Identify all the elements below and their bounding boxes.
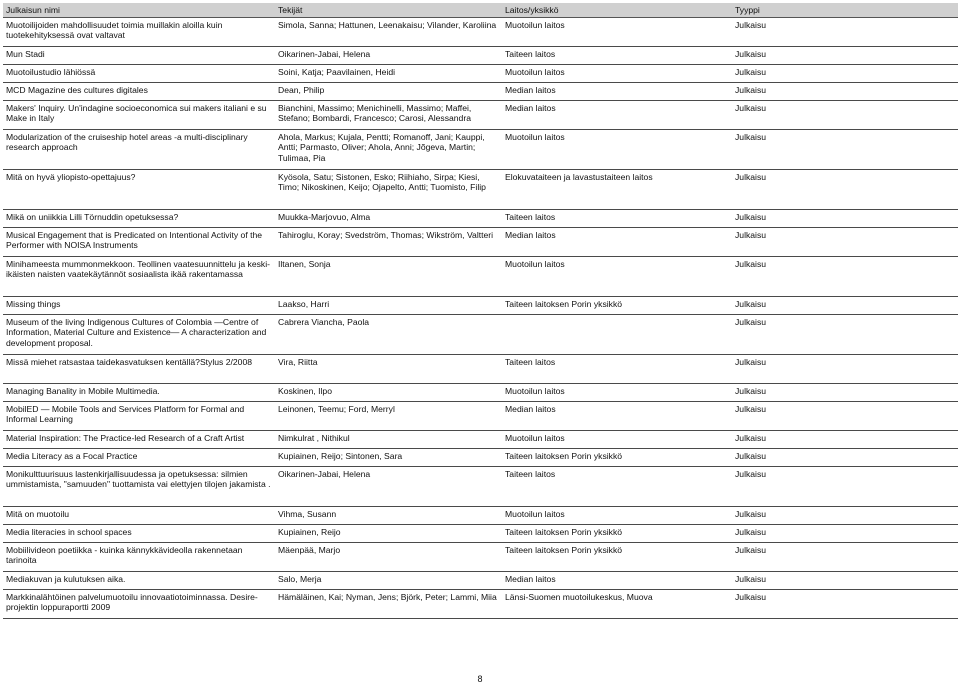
- cell-unit: Muotoilun laitos: [502, 18, 732, 47]
- cell-publication-name: Missing things: [3, 297, 275, 315]
- cell-authors: Kyösola, Satu; Sistonen, Esko; Riihiaho, Sirpa; Kiesi, Timo; Nikoskinen, Keijo; Ojapelto, Antti; Tuomisto, Filip: [275, 170, 502, 210]
- cell-publication-name: Musical Engagement that is Predicated on Intentional Activity of the Performer with NOISA Instruments: [3, 228, 275, 257]
- page-number: 8: [477, 674, 483, 684]
- cell-authors: Tahiroglu, Koray; Svedström, Thomas; Wikström, Valtteri: [275, 228, 502, 257]
- table-row: [3, 297, 958, 315]
- table-row: [3, 65, 958, 83]
- cell-publication-name: Mitä on muotoilu: [3, 507, 275, 525]
- cell-unit: Muotoilun laitos: [502, 130, 732, 170]
- cell-unit: Taiteen laitos: [502, 467, 732, 507]
- cell-authors: Hämäläinen, Kai; Nyman, Jens; Björk, Peter; Lammi, Miia: [275, 590, 502, 619]
- cell-type: Julkaisu: [732, 65, 958, 83]
- cell-unit: Taiteen laitoksen Porin yksikkö: [502, 543, 732, 572]
- cell-unit: Muotoilun laitos: [502, 384, 732, 402]
- cell-type: Julkaisu: [732, 449, 958, 467]
- cell-unit: Taiteen laitoksen Porin yksikkö: [502, 525, 732, 543]
- cell-authors: Vira, Riitta: [275, 355, 502, 384]
- cell-unit: Taiteen laitos: [502, 355, 732, 384]
- cell-publication-name: Markkinalähtöinen palvelumuotoilu innovaatiotoiminnassa. Desire-projektin loppuraportti 2009: [3, 590, 275, 619]
- header-type: Tyyppi: [732, 3, 958, 18]
- cell-unit: Taiteen laitoksen Porin yksikkö: [502, 297, 732, 315]
- cell-publication-name: MCD Magazine des cultures digitales: [3, 83, 275, 101]
- cell-authors: Vihma, Susann: [275, 507, 502, 525]
- publications-table: [3, 3, 958, 619]
- table-row: [3, 507, 958, 525]
- table-row: [3, 315, 958, 355]
- cell-unit: Taiteen laitos: [502, 210, 732, 228]
- cell-authors: Dean, Philip: [275, 83, 502, 101]
- cell-type: Julkaisu: [732, 402, 958, 431]
- cell-publication-name: Muotoilijoiden mahdollisuudet toimia muillakin aloilla kuin tuotekehityksessä ovat valtavat: [3, 18, 275, 47]
- cell-publication-name: Mikä on uniikkia Lilli Törnuddin opetuksessa?: [3, 210, 275, 228]
- table-row: [3, 101, 958, 130]
- cell-publication-name: Mobiilivideon poetiikka - kuinka kännykkävideolla rakennetaan tarinoita: [3, 543, 275, 572]
- cell-authors: Kupiainen, Reijo: [275, 525, 502, 543]
- cell-unit: Taiteen laitos: [502, 47, 732, 65]
- header-authors: Tekijät: [275, 3, 502, 18]
- table-row: [3, 170, 958, 210]
- table-row: [3, 130, 958, 170]
- cell-authors: Leinonen, Teemu; Ford, Merryl: [275, 402, 502, 431]
- cell-type: Julkaisu: [732, 228, 958, 257]
- cell-publication-name: MobilED — Mobile Tools and Services Platform for Formal and Informal Learning: [3, 402, 275, 431]
- cell-type: Julkaisu: [732, 315, 958, 355]
- header-name: Julkaisun nimi: [3, 3, 275, 18]
- cell-authors: Kupiainen, Reijo; Sintonen, Sara: [275, 449, 502, 467]
- table-row: [3, 543, 958, 572]
- cell-publication-name: Mun Stadi: [3, 47, 275, 65]
- cell-publication-name: Minihameesta mummonmekkoon. Teollinen vaatesuunnittelu ja keski-ikäisten naisten vaatekäytännöt sosiaalista ikää rakentamassa: [3, 257, 275, 297]
- table-row: [3, 228, 958, 257]
- table-row: [3, 572, 958, 590]
- cell-type: Julkaisu: [732, 590, 958, 619]
- table-row: [3, 449, 958, 467]
- cell-publication-name: Material Inspiration: The Practice-led Research of a Craft Artist: [3, 431, 275, 449]
- cell-authors: Ahola, Markus; Kujala, Pentti; Romanoff, Jani; Kauppi, Antti; Parmasto, Oliver; Ahola, Anni; Jõgeva, Martin; Tulimaa, Pia: [275, 130, 502, 170]
- cell-type: Julkaisu: [732, 18, 958, 47]
- table-row: [3, 257, 958, 297]
- table-row: [3, 210, 958, 228]
- cell-publication-name: Museum of the living Indigenous Cultures of Colombia —Centre of Information, Material Culture and Existence— A characterization and development proposal.: [3, 315, 275, 355]
- cell-unit: Median laitos: [502, 572, 732, 590]
- cell-unit: Muotoilun laitos: [502, 431, 732, 449]
- table-row: [3, 525, 958, 543]
- cell-type: Julkaisu: [732, 431, 958, 449]
- cell-authors: Koskinen, Ilpo: [275, 384, 502, 402]
- table-row: [3, 431, 958, 449]
- cell-unit: Median laitos: [502, 402, 732, 431]
- table-row: [3, 47, 958, 65]
- cell-authors: Mäenpää, Marjo: [275, 543, 502, 572]
- cell-authors: Iltanen, Sonja: [275, 257, 502, 297]
- cell-type: Julkaisu: [732, 355, 958, 384]
- cell-publication-name: Mitä on hyvä yliopisto-opettajuus?: [3, 170, 275, 210]
- cell-unit: Median laitos: [502, 101, 732, 130]
- cell-type: Julkaisu: [732, 572, 958, 590]
- cell-authors: Oikarinen-Jabai, Helena: [275, 467, 502, 507]
- cell-authors: Oikarinen-Jabai, Helena: [275, 47, 502, 65]
- cell-unit: Taiteen laitoksen Porin yksikkö: [502, 449, 732, 467]
- cell-type: Julkaisu: [732, 101, 958, 130]
- cell-unit: Elokuvataiteen ja lavastustaiteen laitos: [502, 170, 732, 210]
- cell-unit: Median laitos: [502, 83, 732, 101]
- cell-type: Julkaisu: [732, 543, 958, 572]
- cell-unit: Median laitos: [502, 228, 732, 257]
- cell-type: Julkaisu: [732, 525, 958, 543]
- cell-publication-name: Muotoilustudio lähiössä: [3, 65, 275, 83]
- cell-publication-name: Monikulttuurisuus lastenkirjallisuudessa ja opetuksessa: silmien ummistamista, "samuuden" tuottamista vai elettyjen tilojen jakamista .: [3, 467, 275, 507]
- cell-type: Julkaisu: [732, 210, 958, 228]
- cell-authors: Muukka-Marjovuo, Alma: [275, 210, 502, 228]
- cell-type: Julkaisu: [732, 257, 958, 297]
- cell-type: Julkaisu: [732, 47, 958, 65]
- cell-type: Julkaisu: [732, 130, 958, 170]
- cell-type: Julkaisu: [732, 507, 958, 525]
- cell-authors: Simola, Sanna; Hattunen, Leenakaisu; Vilander, Karoliina: [275, 18, 502, 47]
- cell-unit: Muotoilun laitos: [502, 507, 732, 525]
- table-row: [3, 467, 958, 507]
- cell-authors: Soini, Katja; Paavilainen, Heidi: [275, 65, 502, 83]
- table-row: [3, 83, 958, 101]
- cell-type: Julkaisu: [732, 384, 958, 402]
- table-row: [3, 590, 958, 619]
- cell-publication-name: Missä miehet ratsastaa taidekasvatuksen kentällä?Stylus 2/2008: [3, 355, 275, 384]
- cell-publication-name: Mediakuvan ja kulutuksen aika.: [3, 572, 275, 590]
- cell-unit: Muotoilun laitos: [502, 65, 732, 83]
- cell-type: Julkaisu: [732, 297, 958, 315]
- cell-publication-name: Media literacies in school spaces: [3, 525, 275, 543]
- cell-authors: Salo, Merja: [275, 572, 502, 590]
- cell-authors: Cabrera Viancha, Paola: [275, 315, 502, 355]
- cell-authors: Laakso, Harri: [275, 297, 502, 315]
- cell-unit: Länsi-Suomen muotoilukeskus, Muova: [502, 590, 732, 619]
- cell-type: Julkaisu: [732, 467, 958, 507]
- table-row: [3, 18, 958, 47]
- cell-type: Julkaisu: [732, 83, 958, 101]
- cell-publication-name: Makers' Inquiry. Un'indagine socioeconomica sui makers italiani e su Make in Italy: [3, 101, 275, 130]
- cell-type: Julkaisu: [732, 170, 958, 210]
- cell-authors: Bianchini, Massimo; Menichinelli, Massimo; Maffei, Stefano; Bombardi, Francesco; Carosi, Alessandra: [275, 101, 502, 130]
- cell-publication-name: Modularization of the cruiseship hotel areas -a multi-disciplinary research approach: [3, 130, 275, 170]
- table-row: [3, 384, 958, 402]
- cell-unit: Muotoilun laitos: [502, 257, 732, 297]
- cell-authors: Nimkulrat , Nithikul: [275, 431, 502, 449]
- table-header-row: [3, 3, 958, 18]
- table-row: [3, 402, 958, 431]
- table-row: [3, 355, 958, 384]
- cell-publication-name: Media Literacy as a Focal Practice: [3, 449, 275, 467]
- cell-publication-name: Managing Banality in Mobile Multimedia.: [3, 384, 275, 402]
- cell-unit: [502, 315, 732, 355]
- header-unit: Laitos/yksikkö: [502, 3, 732, 18]
